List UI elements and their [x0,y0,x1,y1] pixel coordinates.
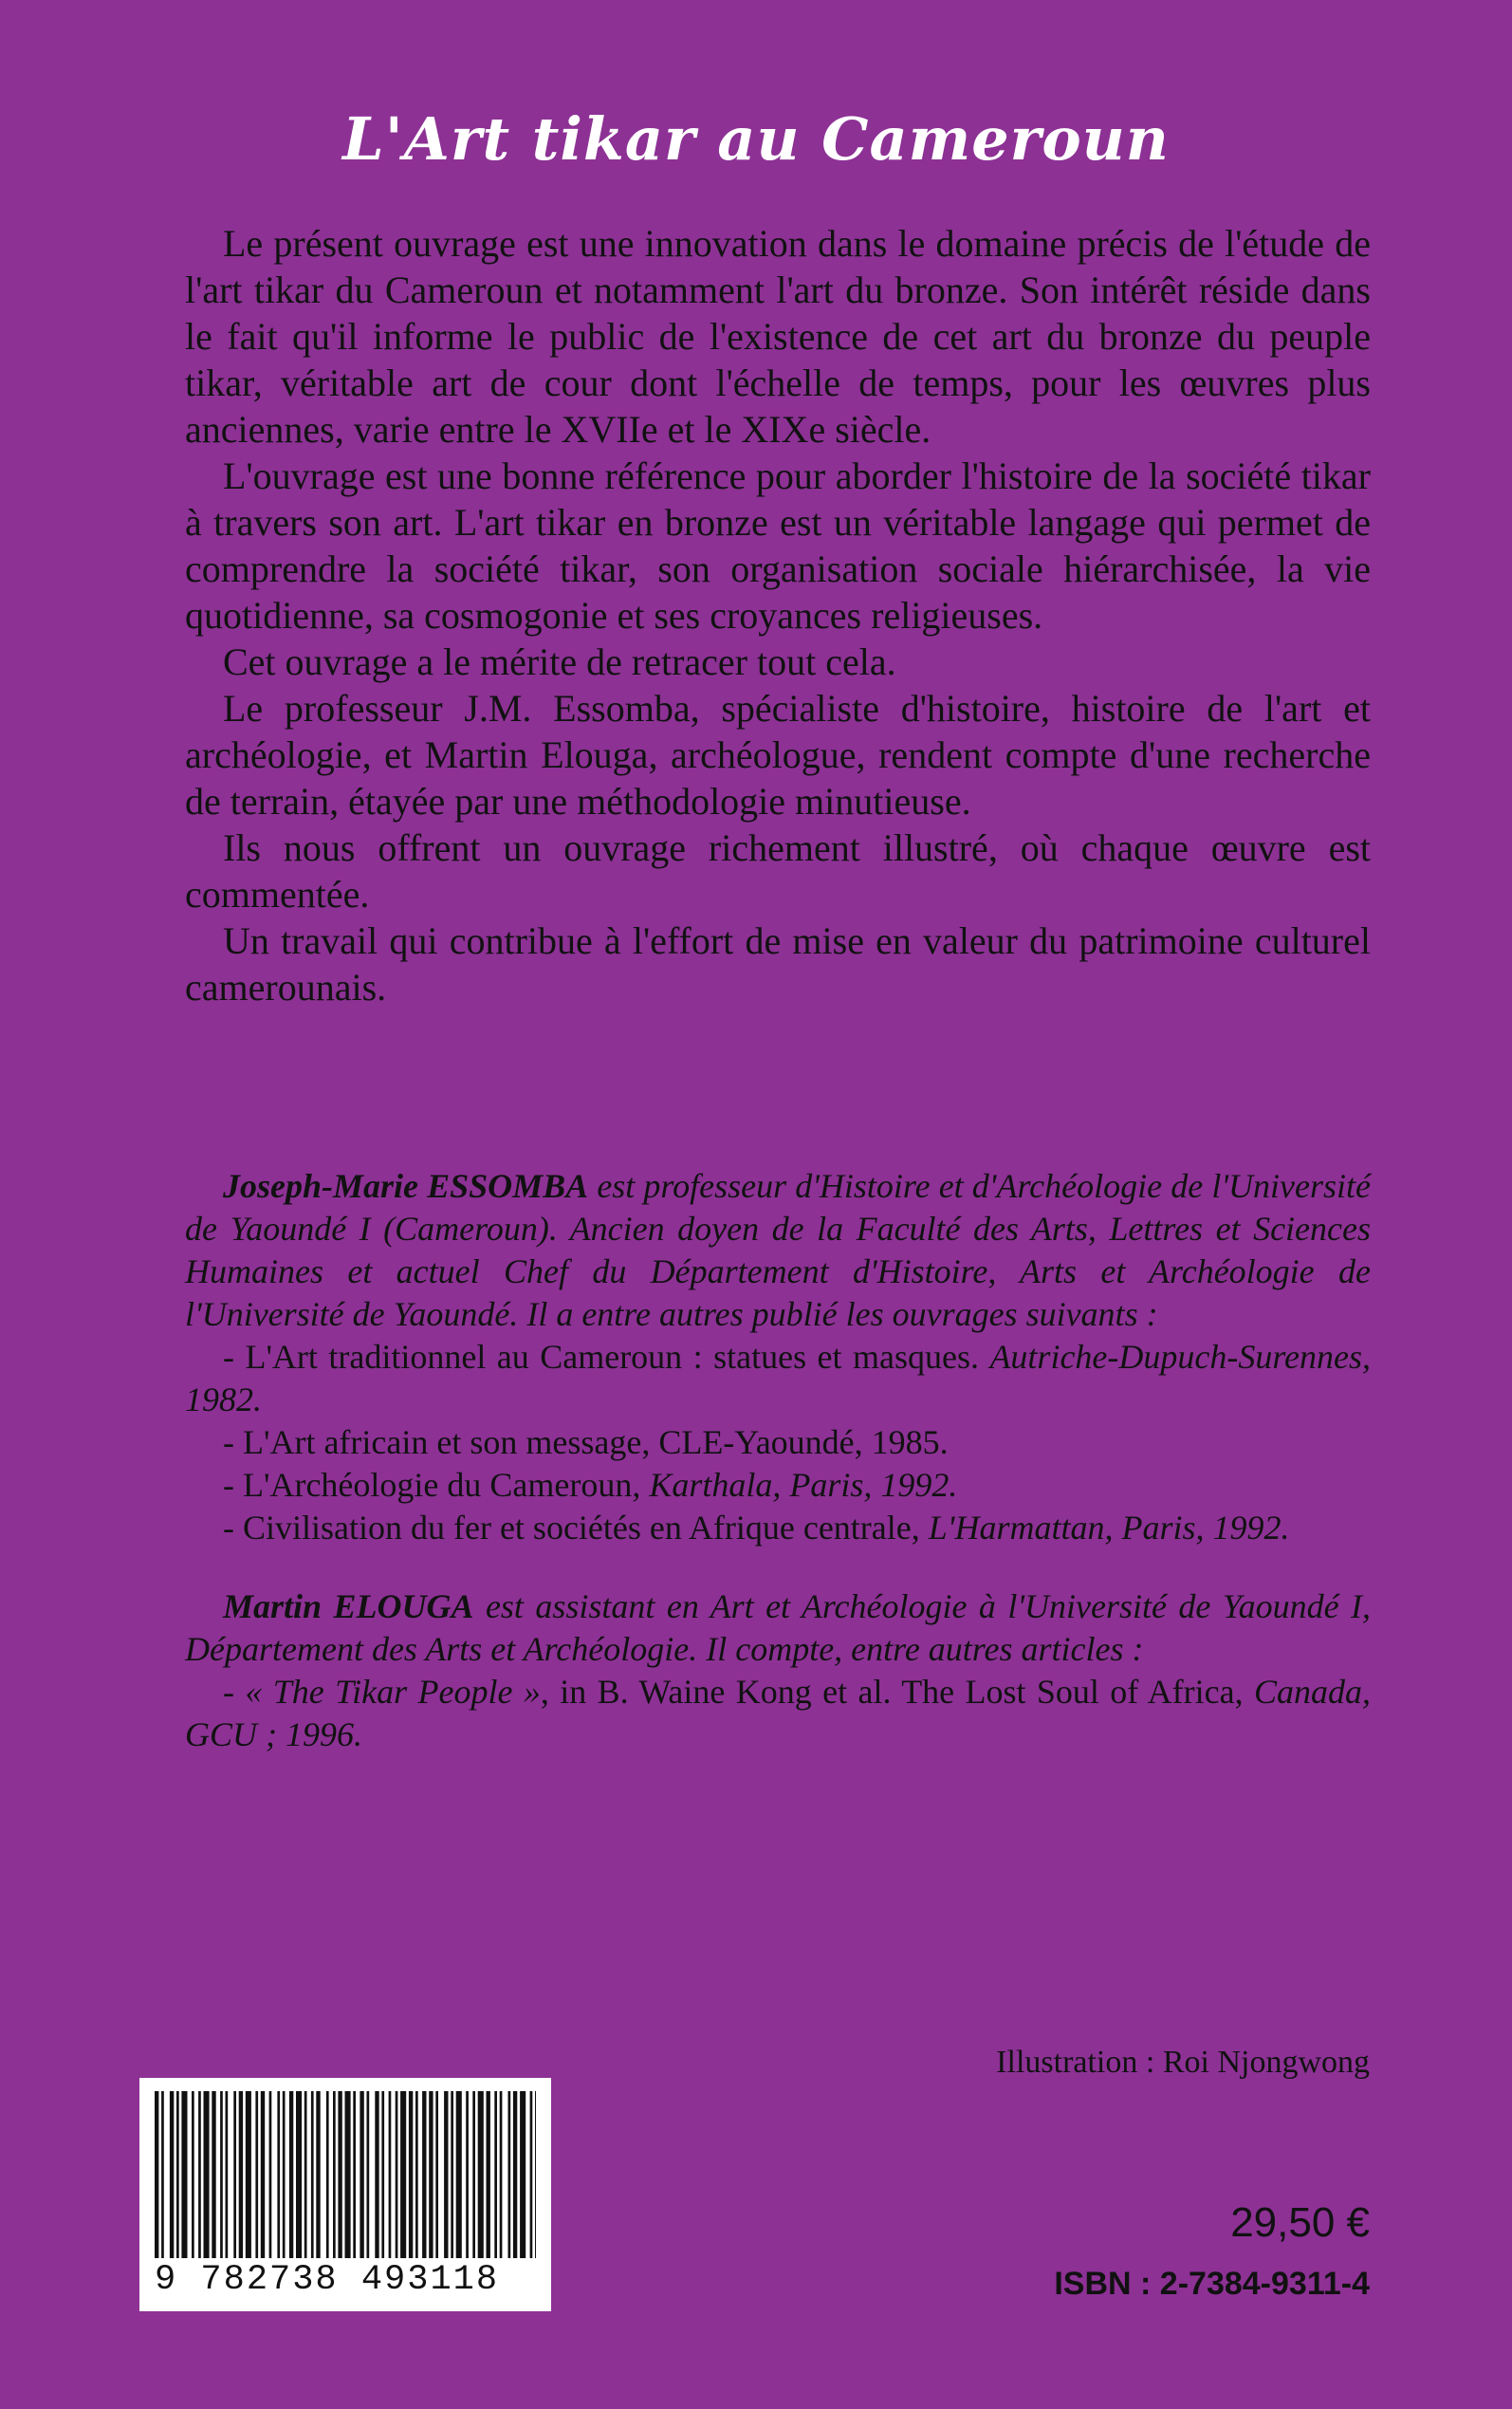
barcode-bar [161,2091,164,2258]
barcode-bar [530,2091,533,2258]
barcode-bar [535,2091,536,2258]
barcode-bar [487,2091,490,2258]
author-name: Martin ELOUGA [223,1587,474,1625]
synopsis-paragraph: Le professeur J.M. Essomba, spécialiste d'histoire, histoire de l'art et archéologie, et Martin Elouga, archéologue, rendent compte d'une recherche de terrain, étayée par une méthodologie minutieuse. [185,687,1371,823]
barcode-digits: 9 782738 493118 [155,2260,500,2300]
isbn: ISBN : 2-7384-9311-4 [1054,2266,1370,2302]
illustration-credit: Illustration : Roi Njongwong [996,2045,1370,2080]
barcode-bar [311,2091,314,2258]
barcode-bar [456,2091,462,2258]
barcode-bar [375,2091,378,2258]
barcode-bar [508,2091,511,2258]
barcode-bar [192,2091,194,2258]
barcode-bar [296,2091,302,2258]
barcode-bar [338,2091,341,2258]
barcode-bar [239,2091,243,2258]
barcode-bar [513,2091,517,2258]
barcode-bar [353,2091,356,2258]
barcode-bar [409,2091,413,2258]
barcode-bar [389,2091,392,2258]
barcode-bar [316,2091,320,2258]
barcode-bar [212,2091,215,2258]
barcode-bar [422,2091,426,2258]
barcode-bar [283,2091,286,2258]
barcode-bar [304,2091,307,2258]
author-bios [185,1165,1371,1756]
bio-elouga [185,1585,1371,1671]
barcode-bar [333,2091,336,2258]
barcode-bar [181,2091,187,2258]
publication-item: - « The Tikar People », in B. Waine Kong et al. The Lost Soul of Africa, Canada, GCU ; 1996. [185,1673,1372,1753]
barcode-bar [429,2091,433,2258]
barcode-bar [233,2091,236,2258]
barcode-bar [472,2091,475,2258]
barcode-bar [360,2091,363,2258]
synopsis-paragraph: L'ouvrage est une bonne référence pour aborder l'histoire de la société tikar à travers son art. L'art tikar en bronze est un véritable langage qui permet de comprendre la société tikar, son organisation sociale hiérarchisée, la vie quotidienne, sa cosmogonie et ses croyances religieuses. [185,454,1371,637]
barcode-bar [289,2091,293,2258]
barcode-bar [520,2091,526,2258]
barcode-bar [451,2091,453,2258]
barcode-bar [269,2091,272,2258]
barcode-bar [261,2091,265,2258]
barcode-bar [326,2091,329,2258]
book-title: L'Art tikar au Cameroun [342,104,1170,174]
synopsis-paragraph: Le présent ouvrage est une innovation dans le domaine précis de l'étude de l'art tikar du Cameroun et notamment l'art du bronze. Son intérêt réside dans le fait qu'il informe le public de l'existence de cet art du bronze du peuple tikar, véritable art de cour dont l'échelle de temps, pour les œuvres plus anciennes, varie entre le XVIIe et le XIXe siècle. [185,222,1371,451]
barcode-bar [494,2091,497,2258]
barcode-bar [226,2091,229,2258]
barcode-bar [176,2091,179,2258]
barcode-bar [415,2091,418,2258]
barcode-bar [478,2091,484,2258]
synopsis-paragraph: Ils nous offrent un ouvrage richement illustré, où chaque œuvre est commentée. [185,826,1371,916]
price: 29,50 € [1230,2199,1370,2246]
barcode-bar [220,2091,223,2258]
synopsis [185,220,1371,1010]
barcode-bar [155,2091,158,2258]
barcode-bar [246,2091,251,2258]
barcode [139,2078,551,2311]
barcode-bar [367,2091,370,2258]
barcode-bar [435,2091,438,2258]
barcode-bars [155,2091,536,2258]
publication-item: - Civilisation du fer et sociétés en Afrique centrale, L'Harmattan, Paris, 1992. [223,1509,1290,1547]
spacer [185,1549,1371,1585]
barcode-bar [444,2091,448,2258]
barcode-bar [466,2091,469,2258]
barcode-bar [381,2091,384,2258]
publication-item: - L'Archéologie du Cameroun, Karthala, Paris, 1992. [223,1466,958,1504]
barcode-bar [204,2091,210,2258]
barcode-bar [170,2091,174,2258]
publication-item: - L'Art traditionnel au Cameroun : statues et masques. Autriche-Dupuch-Surennes, 1982. [185,1338,1371,1418]
barcode-bar [400,2091,406,2258]
barcode-bar [255,2091,258,2258]
author-description: est assistant en Art et Archéologie à l'Université de Yaoundé I, Département des Arts et Archéologie. Il compte, entre autres articles : [185,1587,1371,1668]
bio-essomba [185,1165,1371,1336]
synopsis-paragraph: Cet ouvrage a le mérite de retracer tout cela. [223,640,896,683]
author-name: Joseph-Marie ESSOMBA [223,1167,589,1205]
barcode-bar [396,2091,398,2258]
barcode-bar [345,2091,351,2258]
barcode-bar [198,2091,201,2258]
barcode-bar [277,2091,280,2258]
author-description: est professeur d'Histoire et d'Archéologie de l'Université de Yaoundé I (Cameroun). Ancien doyen de la Faculté des Arts, Lettres et Sciences Humaines et actuel Chef du Département d'Histoire, Arts et Archéologie de l'Université de Yaoundé. Il a entre autres publié les ouvrages suivants : [185,1167,1371,1333]
barcode-bar [500,2091,503,2258]
publication-item: - L'Art africain et son message, CLE-Yaoundé, 1985. [223,1423,949,1461]
synopsis-paragraph: Un travail qui contribue à l'effort de mise en valeur du patrimoine culturel camerounais. [185,919,1371,1009]
